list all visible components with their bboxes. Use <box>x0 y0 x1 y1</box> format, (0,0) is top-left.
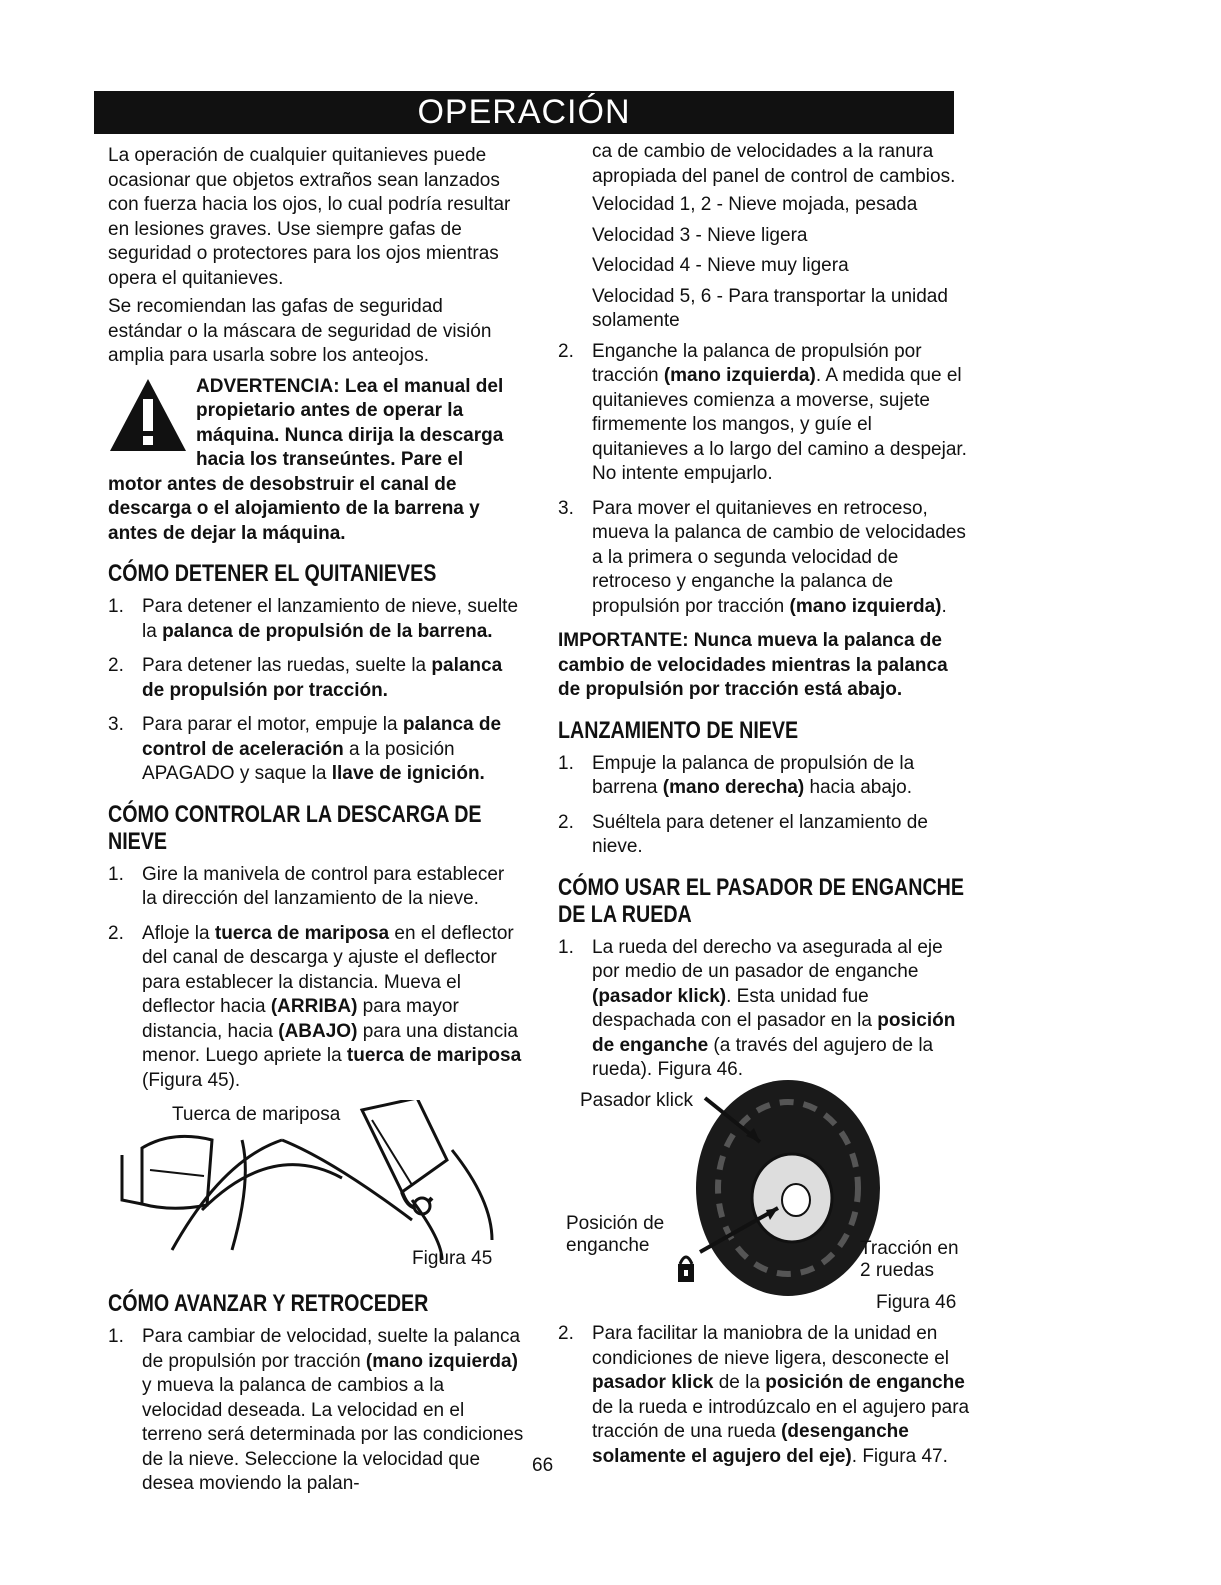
item-text: de la rueda e introdúzcalo en el agujero para tracción de una rueda <box>592 1396 970 1442</box>
heading-stop: CÓMO DETENER EL QUITANIEVES <box>108 560 437 587</box>
label-position: Posición de enganche <box>566 1213 665 1256</box>
continued-text: ca de cambio de velocidades a la ranura apropiada del panel de control de cambios. <box>592 141 956 187</box>
item-text: Gire la manivela de control para establecer la dirección del lanzamiento de la nieve. <box>142 863 505 909</box>
item-number: 1. <box>108 863 124 885</box>
item-bold: (ARRIBA) <box>270 996 358 1017</box>
item-bold: llave de ignición. <box>331 763 485 784</box>
item-text: hacia abajo. <box>804 777 913 798</box>
list-item <box>558 752 970 801</box>
label-traction: Tracción en 2 ruedas <box>860 1238 959 1281</box>
item-text: para mayor distancia, hacia <box>142 996 459 1042</box>
item-text: Para detener el lanzamiento de nieve, suelte la <box>142 596 519 642</box>
item-text: Para detener las ruedas, suelte la <box>142 655 432 676</box>
heading-advance: CÓMO AVANZAR Y RETROCEDER <box>108 1290 429 1317</box>
item-text: en el deflector del canal de descarga y ajuste el deflector para establecer la distancia. Mueva el deflector hacia <box>142 922 514 1017</box>
item-bold: (ABAJO) <box>278 1020 358 1042</box>
item-number: 1. <box>108 1326 124 1347</box>
item-number: 2. <box>558 1323 574 1344</box>
list-item <box>558 811 970 860</box>
item-bold: (mano izquierda) <box>365 1350 518 1372</box>
speed-item: Velocidad 3 - Nieve ligera <box>592 224 808 246</box>
pin-release-list <box>558 1322 970 1469</box>
item-number: 3. <box>108 714 124 735</box>
item-text: Para facilitar la maniobra de la unidad en condiciones de nieve ligera, desconecte el <box>592 1323 950 1369</box>
pin-release-section <box>558 1322 970 1479</box>
speed-item: Velocidad 4 - Nieve muy ligera <box>592 255 849 276</box>
item-number: 2. <box>558 811 574 833</box>
left-column <box>108 144 522 1103</box>
item-bold: tuerca de mariposa <box>214 922 390 944</box>
item-bold: posición de enganche <box>765 1372 965 1393</box>
list-item <box>558 497 970 620</box>
item-text: de la <box>713 1372 766 1393</box>
heading-throw: LANZAMIENTO DE NIEVE <box>558 716 799 744</box>
figure-45 <box>112 1100 512 1272</box>
item-bold: posición de enganche <box>592 1010 956 1056</box>
item-text: Enganche la palanca de propulsión por tracción <box>592 340 922 386</box>
figure-46 <box>560 1070 970 1315</box>
item-text: . A medida que el quitanieves comienza a moverse, sujete firmemente los mangos, y guíe el quitanieves a lo largo del camino a despejar. No intente empujarlo. <box>592 365 967 484</box>
item-text: Afloje la <box>142 922 215 944</box>
item-text: Suéltela para detener el lanzamiento de nieve. <box>592 811 928 857</box>
item-bold: palanca de propulsión de la barrena. <box>162 620 493 642</box>
item-number: 2. <box>108 922 124 944</box>
list-item <box>108 1325 528 1497</box>
speed-item: Velocidad 5, 6 - Para transportar la unidad solamente <box>592 285 948 331</box>
important-note: IMPORTANTE: Nunca mueva la palanca de cambio de velocidades mientras la palanca de propulsión por tracción está abajo. <box>558 630 948 700</box>
item-bold: palanca de control de aceleración <box>142 714 502 760</box>
advance-list <box>108 1325 528 1497</box>
label-pin: Pasador klick <box>580 1090 693 1111</box>
item-text: . <box>941 595 947 617</box>
item-bold: (mano izquierda) <box>663 365 816 386</box>
item-text: . Esta unidad fue despachada con el pasador en la <box>592 985 878 1031</box>
item-text: (Figura 45). <box>142 1069 241 1091</box>
item-bold: (desenganche solamente el agujero del eje) <box>592 1421 909 1467</box>
item-text: (a través del agujero de la rueda). Figura 46. <box>592 1034 934 1080</box>
page-number: 66 <box>532 1455 554 1476</box>
item-text: La rueda del derecho va asegurada al eje por medio de un pasador de enganche <box>592 936 943 982</box>
item-text: Para parar el motor, empuje la <box>142 714 403 735</box>
speed-list <box>558 193 970 334</box>
figure-caption: Figura 46 <box>876 1292 957 1313</box>
list-item <box>558 340 970 487</box>
item-bold: (mano derecha) <box>662 777 805 798</box>
item-bold: (pasador klick) <box>592 985 727 1007</box>
throw-list <box>558 752 970 860</box>
list-item <box>108 654 522 703</box>
item-bold: palanca de propulsión por tracción. <box>142 655 503 701</box>
item-number: 2. <box>558 340 574 362</box>
item-text: y mueva la palanca de cambios a la velocidad deseada. La velocidad en el terreno será determinada por las condiciones de la nieve. Seleccione la velocidad que desea moviendo la palan- <box>142 1375 524 1494</box>
figure-caption: Figura 45 <box>412 1248 493 1269</box>
item-text: Para mover el quitanieves en retroceso, mueva la palanca de cambio de velocidades a la primera o segunda velocidad de retroceso y enganche la palanca de propulsión por tracción <box>592 497 966 617</box>
item-number: 1. <box>108 596 124 617</box>
intro-paragraph: La operación de cualquier quitanieves puede ocasionar que objetos extraños sean lanzados con fuerza hacia los ojos, lo cual podría resultar en lesiones graves. Use siempre gafas de seguridad o protectores para los ojos mientras opera el quitanieves. <box>108 145 511 289</box>
list-item <box>108 595 522 644</box>
item-text: Empuje la palanca de propulsión de la barrena <box>592 752 915 798</box>
item-text: para una distancia menor. Luego apriete la <box>142 1020 518 1066</box>
warning-block <box>108 375 522 547</box>
item-number: 3. <box>558 497 574 519</box>
discharge-list <box>108 863 522 1094</box>
intro-paragraph-2: Se recomiendan las gafas de seguridad estándar o la máscara de seguridad de visión amplia para usarla sobre los anteojos. <box>108 296 492 366</box>
item-bold: pasador klick <box>592 1372 714 1393</box>
item-text: a la posición APAGADO y saque la <box>142 738 455 784</box>
advance-section <box>108 1290 528 1507</box>
item-text: Para cambiar de velocidad, suelte la palanca de propulsión por tracción <box>142 1326 521 1372</box>
heading-discharge: CÓMO CONTROLAR LA DESCARGA DE NIEVE <box>108 800 482 855</box>
item-number: 2. <box>108 655 124 676</box>
list-item <box>108 922 522 1094</box>
stop-list <box>108 595 522 787</box>
list-item <box>108 713 522 787</box>
section-banner: OPERACIÓN <box>94 91 954 134</box>
item-bold: (mano izquierda) <box>789 595 942 617</box>
item-bold: tuerca de mariposa <box>346 1045 522 1066</box>
warning-text: ADVERTENCIA: Lea el manual del propietario antes de operar la máquina. Nunca dirija la descarga hacia los transeúntes. Pare el motor antes de desobstruir el canal de descarga o el alojamiento de la barrena y antes de dejar la máquina. <box>108 375 504 544</box>
drive-list <box>558 340 970 620</box>
heading-pin: CÓMO USAR EL PASADOR DE ENGANCHE DE LA RUEDA <box>558 873 965 928</box>
pin-list <box>558 936 970 1083</box>
speed-item: Velocidad 1, 2 - Nieve mojada, pesada <box>592 194 918 215</box>
list-item <box>108 863 522 912</box>
right-column <box>558 140 970 1093</box>
item-number: 1. <box>558 936 574 958</box>
item-number: 1. <box>558 752 574 774</box>
list-item <box>558 936 970 1083</box>
figure-label: Tuerca de mariposa <box>172 1104 341 1125</box>
warning-triangle-icon <box>108 377 188 453</box>
item-text: . Figura 47. <box>851 1445 948 1467</box>
list-item <box>558 1322 970 1469</box>
